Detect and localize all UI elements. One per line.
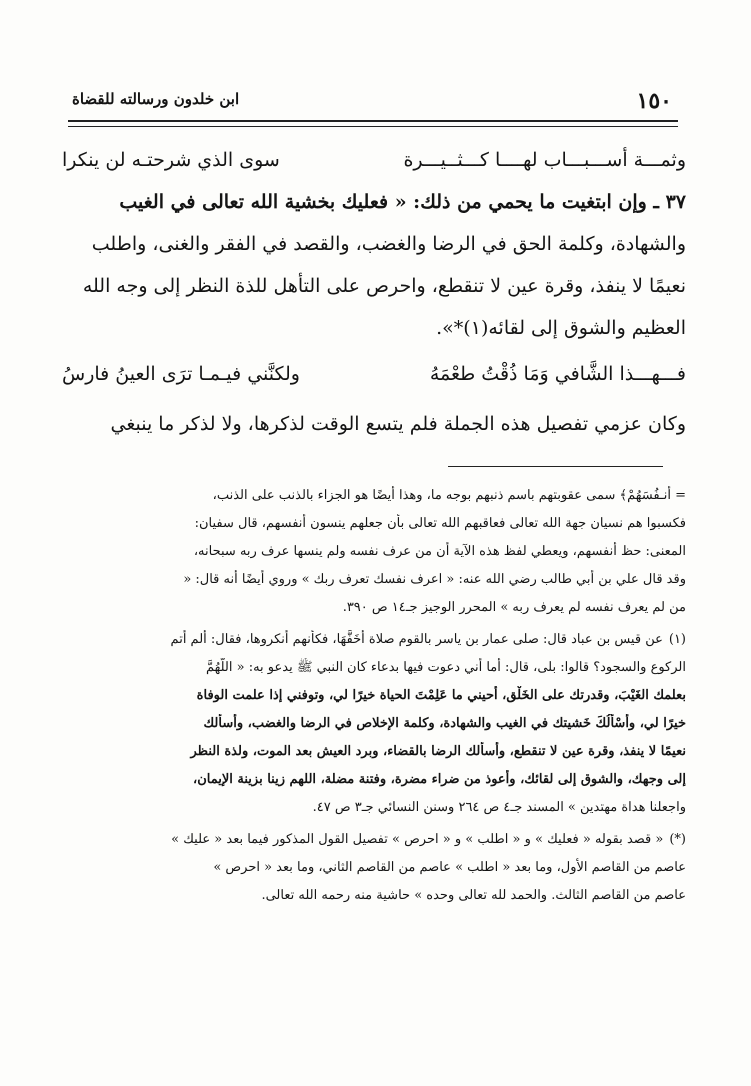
verse-1-second-hemistich: سوى الذي شرحتـه لن ينكرا: [62, 149, 280, 171]
paragraph-37-line-2: والشهادة، وكلمة الحق في الرضا والغضب، والقصد في الفقر والغنى، واطلب: [91, 233, 686, 255]
footnote-continued-line-2: فكسبوا هم نسيان جهة الله تعالى فعاقبهم الله تعالى بأن جعلهم ينسون أنفسهم، قال سفيان:: [194, 516, 686, 531]
header-rule: [68, 120, 678, 127]
footnote-1-line-1: [62, 630, 686, 650]
footnote-1-line-3: بعلمك الغَيْبَ، وقدرتك على الخَلْق، أحيني ما عَلِمْتَ الحياة خيرًا لي، وتوفني إذا علمت الوفاة: [196, 688, 686, 703]
footnote-star-marker: (*): [669, 832, 686, 847]
page-number: ١٥٠: [636, 88, 672, 114]
footnote-1-text-1: عن قيس بن عباد قال: صلى عمار بن ياسر بالقوم صلاة أَخَفَّهَا، فكأنهم أنكروها، فقال: ألم أتم: [170, 632, 663, 647]
paragraph-37-line-4: العظيم والشوق إلى لقائه(١)*».: [436, 317, 686, 339]
verse-line-1: [62, 146, 686, 174]
footnote-1-line-5: نعيمًا لا ينفذ، وقرة عين لا تنقطع، وأسألك الرضا بالقضاء، وبرد العيش بعد الموت، ولذة النظر: [190, 744, 686, 759]
footnote-1-line-7: واجعلنا هداة مهتدين » المسند جـ٤ ص ٢٦٤ وسنن النسائي جـ٣ ص ٤٧.: [312, 800, 686, 815]
footnote-continued-line-1: = أنـفُسَهُمْ﴾ سمى عقوبتهم باسم ذنبهم بوجه ما، وهذا أيضًا هو الجزاء بالذنب على الذنب،: [212, 488, 686, 503]
paragraph-37-line-1: ٣٧ ـ وإن ابتغيت ما يحمي من ذلك: « فعليك بخشية الله تعالى في الغيب: [119, 191, 686, 213]
running-title: ابن خلدون ورسالته للقضاة: [72, 90, 240, 108]
footnote-1-line-4: خيرًا لي، وأَسْأَلُكَ خَشيتك في الغيب والشهادة، وكلمة الإخلاص في الرضا والغضب، وأسألك: [203, 716, 686, 731]
footnote-continued-line-3: المعنى: حظ أنفسهم، ويعطي لفظ هذه الآية أن من عرف نفسه ولم ينسها عرف ربه سبحانه،: [193, 544, 686, 559]
footnote-continued-line-5: من لم يعرف نفسه لم يعرف ربه » المحرر الوجيز جـ١٤ ص ٣٩٠.: [342, 600, 686, 615]
page-header: [68, 86, 678, 120]
footnote-1-line-2: الركوع والسجود؟ قالوا: بلى، قال: أما أني دعوت فيها بدعاء كان النبي ﷺ يدعو به: « اللَّهُمَّ: [205, 660, 686, 675]
verse-1-first-hemistich: وثمـــة أســـبـــاب لهــــا كـــثــيـــرة: [403, 149, 686, 171]
footnote-star-line-1: [62, 830, 686, 850]
footnote-separator: [448, 466, 663, 467]
verse-line-2: [62, 360, 686, 388]
verse-2-second-hemistich: ولكنَّني فيـمـا ترَى العينُ فارسُ: [62, 363, 300, 385]
verse-2-first-hemistich: فـــهـــذا الشَّافي وَمَا ذُقْتُ طعْمَهُ: [429, 363, 686, 385]
footnote-star-text-1: « قصد بقوله « فعليك » و « اطلب » و « احرص » تفصيل القول المذكور فيما بعد « عليك »: [171, 832, 664, 847]
footnote-1-marker: (١): [668, 632, 686, 647]
closing-paragraph-line: وكان عزمي تفصيل هذه الجملة فلم يتسع الوقت لذكرها، ولا لذكر ما ينبغي: [110, 413, 686, 435]
footnote-star-line-2: عاصم من القاصم الأول، وما بعد « اطلب » عاصم من القاصم الثاني، وما بعد « احرص »: [213, 860, 686, 875]
footnote-continued-line-4: وقد قال علي بن أبي طالب رضي الله عنه: « اعرف نفسك تعرف ربك » وروي أيضًا أنه قال: «: [183, 572, 686, 587]
footnote-1-line-6: إلى وجهك، والشوق إلى لقائك، وأعوذ من ضراء مضرة، وفتنة مضلة، اللهم زينا بزينة الإيمان،: [193, 772, 686, 787]
paragraph-37-line-3: نعيمًا لا ينفذ، وقرة عين لا تنقطع، واحرص على التأهل للذة النظر إلى وجه الله: [82, 275, 686, 297]
footnote-star-line-3: عاصم من القاصم الثالث. والحمد لله تعالى وحده » حاشية منه رحمه الله تعالى.: [261, 888, 686, 903]
